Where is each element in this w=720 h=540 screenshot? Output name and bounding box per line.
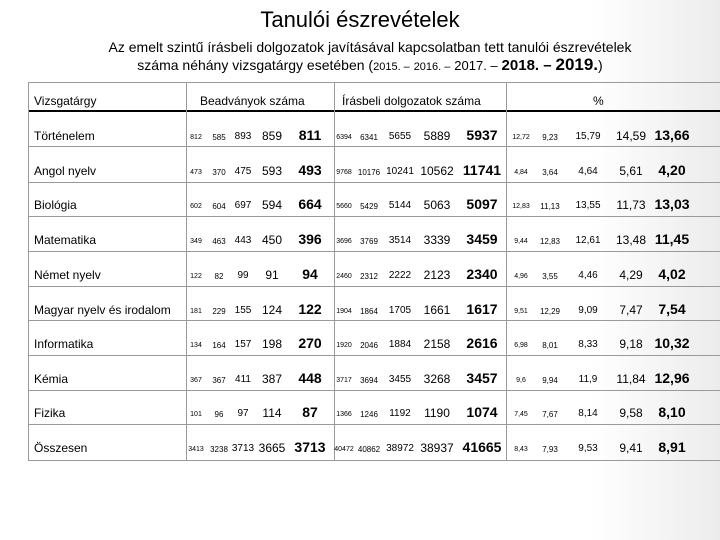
percent-cell: 7,47 [619,303,643,317]
papers-cell: 1705 [388,305,412,316]
papers-cell: 3717 [336,377,352,384]
submissions-cell: 164 [212,341,226,350]
submissions-cell: 697 [234,200,252,211]
papers-cell: 1192 [389,408,411,419]
submissions-cell: 3413 [188,446,204,453]
subtitle-prefix: száma néhány vizsgatárgy esetében ( [137,57,374,73]
submissions-cell: 859 [261,129,283,143]
submissions-cell: 3713 [231,443,255,454]
submissions-cell: 493 [298,162,322,178]
papers-cell: 1617 [466,301,498,317]
percent-cell: 11,73 [616,198,646,212]
table-rule [28,110,720,112]
percent-cell: 9,18 [619,337,643,351]
table-column-divider [334,82,335,460]
percent-cell: 9,51 [514,308,528,315]
papers-cell: 3694 [360,376,378,385]
submissions-cell: 134 [190,342,202,349]
percent-cell: 8,43 [514,446,528,453]
submissions-cell: 893 [234,131,252,142]
year-2016: 2016. – [413,61,451,73]
papers-cell: 2340 [466,266,498,282]
submissions-cell: 811 [298,127,322,143]
percent-cell: 10,32 [654,335,690,351]
papers-cell: 3696 [336,238,352,245]
submissions-cell: 157 [234,339,252,350]
papers-cell: 2460 [336,273,352,280]
percent-cell: 11,45 [654,231,690,247]
percent-cell: 4,84 [514,169,528,176]
row-subject: Összesen [34,441,88,455]
percent-cell: 8,01 [542,341,558,350]
papers-cell: 1904 [336,308,352,315]
submissions-cell: 181 [190,308,202,315]
submissions-cell: 664 [298,196,322,212]
submissions-cell: 463 [212,237,226,246]
percent-cell: 11,13 [540,202,560,211]
table-rule [28,182,720,183]
percent-cell: 11,84 [616,372,646,386]
table-rule [28,355,720,356]
papers-cell: 2222 [388,270,412,281]
table-rule [28,424,720,425]
submissions-cell: 367 [212,376,226,385]
papers-cell: 1366 [336,411,352,418]
percent-cell: 9,53 [578,443,598,454]
submissions-cell: 198 [261,337,283,351]
papers-cell: 9768 [336,169,352,176]
table-rule [28,390,720,391]
submissions-cell: 812 [190,134,202,141]
table-rule [28,251,720,252]
papers-cell: 1884 [388,339,412,350]
subtitle-suffix: ) [598,57,603,73]
table-column-divider [506,82,507,460]
papers-cell: 3339 [423,233,451,247]
submissions-cell: 97 [237,408,249,419]
papers-cell: 1864 [360,307,378,316]
submissions-cell: 473 [190,169,202,176]
submissions-cell: 3713 [294,439,326,455]
row-subject: Német nyelv [34,268,101,282]
percent-cell: 8,91 [658,439,686,455]
percent-cell: 9,6 [516,377,526,384]
papers-cell: 11741 [462,162,502,178]
submissions-cell: 124 [261,303,283,317]
percent-cell: 12,83 [512,203,530,210]
papers-cell: 5063 [423,198,451,212]
percent-cell: 5,61 [619,164,643,178]
percent-cell: 11,9 [578,374,598,385]
papers-cell: 5429 [360,202,378,211]
submissions-cell: 155 [234,305,252,316]
papers-cell: 40472 [334,446,354,453]
percent-cell: 7,45 [514,411,528,418]
percent-cell: 9,41 [619,441,643,455]
row-subject: Történelem [34,129,95,143]
table-column-divider [28,82,29,460]
year-2019: 2019. [555,55,599,74]
submissions-cell: 3665 [258,441,286,455]
percent-cell: 4,20 [658,162,686,178]
percent-cell: 15,79 [575,131,601,142]
percent-cell: 8,33 [578,339,598,350]
percent-cell: 9,58 [619,406,643,420]
percent-cell: 4,96 [514,273,528,280]
percent-cell: 3,55 [542,272,558,281]
row-subject: Biológia [34,198,77,212]
papers-cell: 2158 [423,337,451,351]
table-rule [28,216,720,217]
submissions-cell: 396 [298,231,322,247]
percent-cell: 12,72 [512,134,530,141]
papers-cell: 3769 [360,237,378,246]
percent-cell: 9,44 [514,238,528,245]
papers-cell: 41665 [462,439,502,455]
submissions-cell: 604 [212,202,226,211]
row-subject: Angol nyelv [34,164,97,178]
submissions-cell: 91 [265,268,279,282]
header-papers: Írásbeli dolgozatok száma [342,94,481,108]
page-subtitle [40,38,700,76]
submissions-cell: 585 [212,133,226,142]
papers-cell: 6341 [360,133,378,142]
papers-cell: 5937 [466,127,498,143]
submissions-cell: 370 [212,168,226,177]
percent-cell: 12,83 [539,237,561,246]
papers-cell: 40862 [357,445,381,454]
table-rule [28,320,720,321]
submissions-cell: 411 [235,374,251,385]
submissions-cell: 450 [261,233,283,247]
papers-cell: 1661 [423,303,451,317]
year-2018: 2018. – [501,57,552,74]
percent-cell: 9,09 [578,305,598,316]
submissions-cell: 87 [302,404,318,420]
submissions-cell: 367 [190,377,202,384]
submissions-cell: 349 [190,238,202,245]
papers-cell: 2046 [360,341,378,350]
papers-cell: 1920 [336,342,352,349]
percent-cell: 12,61 [575,235,601,246]
papers-cell: 3455 [388,374,412,385]
table-rule [28,82,720,83]
table-column-divider [186,82,187,460]
papers-cell: 2616 [466,335,498,351]
percent-cell: 12,29 [539,307,561,316]
papers-cell: 10562 [420,164,454,178]
percent-cell: 9,23 [542,133,558,142]
papers-cell: 1190 [424,406,450,420]
row-subject: Kémia [34,372,69,386]
percent-cell: 13,48 [615,233,647,247]
submissions-cell: 593 [261,164,283,178]
percent-cell: 4,46 [578,270,598,281]
percent-cell: 6,98 [514,342,528,349]
submissions-cell: 270 [298,335,322,351]
papers-cell: 10241 [386,166,414,177]
header-submissions: Beadványok száma [200,94,305,108]
year-2017: 2017. – [454,58,498,73]
papers-cell: 5097 [466,196,498,212]
row-subject: Fizika [34,406,66,420]
submissions-cell: 114 [262,406,282,420]
submissions-cell: 3238 [210,445,228,454]
submissions-cell: 387 [261,372,283,386]
papers-cell: 38937 [420,441,454,455]
submissions-cell: 594 [261,198,283,212]
header-subject: Vizsgatárgy [34,94,97,108]
percent-cell: 9,94 [542,376,558,385]
submissions-cell: 443 [234,235,252,246]
papers-cell: 5144 [388,200,412,211]
percent-cell: 7,54 [658,301,686,317]
papers-cell: 3457 [466,370,498,386]
row-subject: Matematika [34,233,97,247]
papers-cell: 3268 [423,372,451,386]
row-subject: Informatika [34,337,94,351]
papers-cell: 10176 [357,168,381,177]
submissions-cell: 82 [214,272,224,281]
percent-cell: 4,64 [578,166,598,177]
submissions-cell: 122 [190,273,202,280]
papers-cell: 1246 [360,410,378,419]
papers-cell: 2123 [423,268,451,282]
papers-cell: 5660 [336,203,352,210]
header-percent: % [593,94,604,108]
papers-cell: 5889 [423,129,451,143]
percent-cell: 13,66 [654,127,690,143]
percent-cell: 13,55 [575,200,601,211]
papers-cell: 5655 [388,131,412,142]
submissions-cell: 448 [298,370,322,386]
percent-cell: 12,96 [654,370,690,386]
subtitle-line-2 [40,56,700,76]
percent-cell: 3,64 [542,168,558,177]
subtitle-line-1: Az emelt szintű írásbeli dolgozatok javításával kapcsolatban tett tanulói észrevételek [108,39,632,55]
submissions-cell: 94 [302,266,318,282]
papers-cell: 3459 [466,231,498,247]
table-rule [28,146,720,147]
percent-cell: 7,67 [542,410,558,419]
percent-cell: 4,29 [619,268,643,282]
percent-cell: 7,93 [542,445,558,454]
percent-cell: 14,59 [615,129,647,143]
submissions-cell: 96 [214,410,224,419]
table-rule [28,460,720,461]
submissions-cell: 602 [190,203,202,210]
papers-cell: 1074 [466,404,498,420]
submissions-cell: 229 [212,307,226,316]
submissions-cell: 475 [234,166,252,177]
percent-cell: 13,03 [654,196,690,212]
papers-cell: 38972 [386,443,414,454]
table-rule [28,286,720,287]
year-2015: 2015. – [373,61,410,73]
papers-cell: 3514 [388,235,412,246]
papers-cell: 2312 [360,272,378,281]
submissions-cell: 99 [237,270,249,281]
submissions-cell: 101 [190,411,202,418]
percent-cell: 8,14 [578,408,598,419]
page-title: Tanulói észrevételek [260,7,460,32]
papers-cell: 6394 [336,134,352,141]
row-subject: Magyar nyelv és irodalom [34,303,171,317]
percent-cell: 8,10 [658,404,686,420]
submissions-cell: 122 [298,301,322,317]
percent-cell: 4,02 [658,266,686,282]
